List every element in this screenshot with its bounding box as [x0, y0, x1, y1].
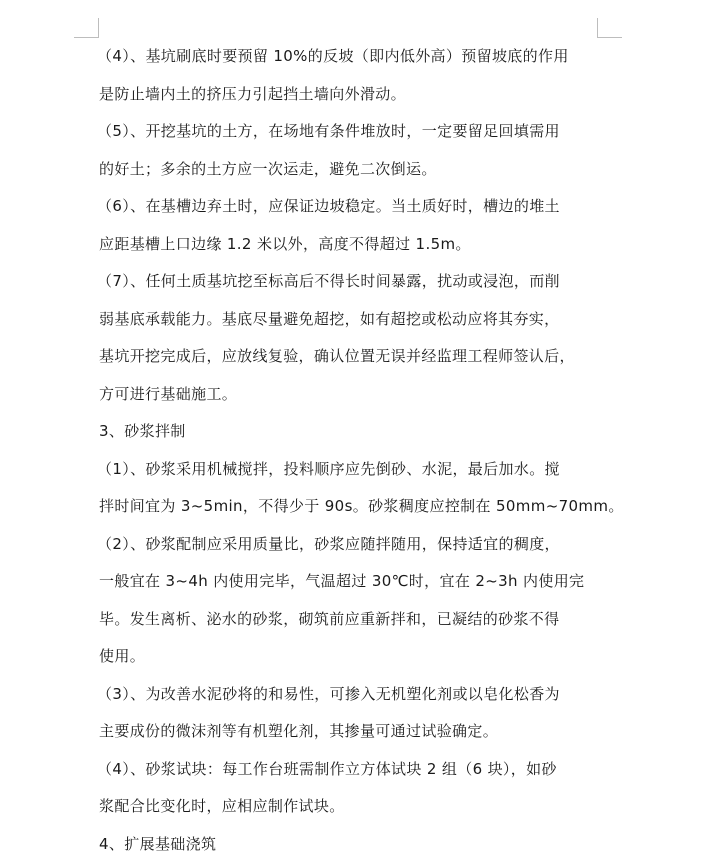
text-line: （4）、基坑刷底时要预留 10%的反坡（即内低外高）预留坡底的作用 [97, 38, 604, 76]
text-line: 弱基底承载能力。基底尽量避免超挖，如有超挖或松动应将其夯实， [99, 301, 604, 339]
text-line: 基坑开挖完成后，应放线复验，确认位置无误并经监理工程师签认后， [99, 338, 604, 376]
text-line: 应距基槽上口边缘 1.2 米以外，高度不得超过 1.5m。 [99, 226, 604, 264]
text-line: 的好土；多余的土方应一次运走，避免二次倒运。 [99, 151, 604, 189]
text-line: （5）、开挖基坑的土方，在场地有条件堆放时，一定要留足回填需用 [97, 113, 604, 151]
text-line: （4）、砂浆试块：每工作台班需制作立方体试块 2 组（6 块），如砂 [97, 751, 604, 789]
section-heading: 4、扩展基础浇筑 [99, 826, 604, 863]
text-line: （2）、砂浆配制应采用质量比，砂浆应随拌随用，保持适宜的稠度， [97, 526, 604, 564]
text-line: 拌时间宜为 3~5min，不得少于 90s。砂浆稠度应控制在 50mm~70mm。 [99, 488, 604, 526]
text-line: （7）、任何土质基坑挖至标高后不得长时间暴露，扰动或浸泡，而削 [97, 263, 604, 301]
text-line: （1）、砂浆采用机械搅拌，投料顺序应先倒砂、水泥，最后加水。搅 [97, 451, 604, 489]
text-line: 主要成份的微沫剂等有机塑化剂，其掺量可通过试验确定。 [99, 713, 604, 751]
text-line: 一般宜在 3~4h 内使用完毕，气温超过 30℃时，宜在 2~3h 内使用完 [99, 563, 604, 601]
document-body [99, 38, 604, 863]
crop-mark-top-left [74, 18, 99, 38]
text-line: （3）、为改善水泥砂将的和易性，可掺入无机塑化剂或以皂化松香为 [97, 676, 604, 714]
text-line: 浆配合比变化时，应相应制作试块。 [99, 788, 604, 826]
text-line: 使用。 [99, 638, 604, 676]
section-heading: 3、砂浆拌制 [99, 413, 604, 451]
text-line: 方可进行基础施工。 [99, 376, 604, 414]
crop-mark-top-right [597, 18, 622, 38]
text-line: 是防止墙内土的挤压力引起挡土墙向外滑动。 [99, 76, 604, 114]
text-line: 毕。发生离析、泌水的砂浆，砌筑前应重新拌和，已凝结的砂浆不得 [99, 601, 604, 639]
text-line: （6）、在基槽边弃土时，应保证边坡稳定。当土质好时，槽边的堆土 [97, 188, 604, 226]
